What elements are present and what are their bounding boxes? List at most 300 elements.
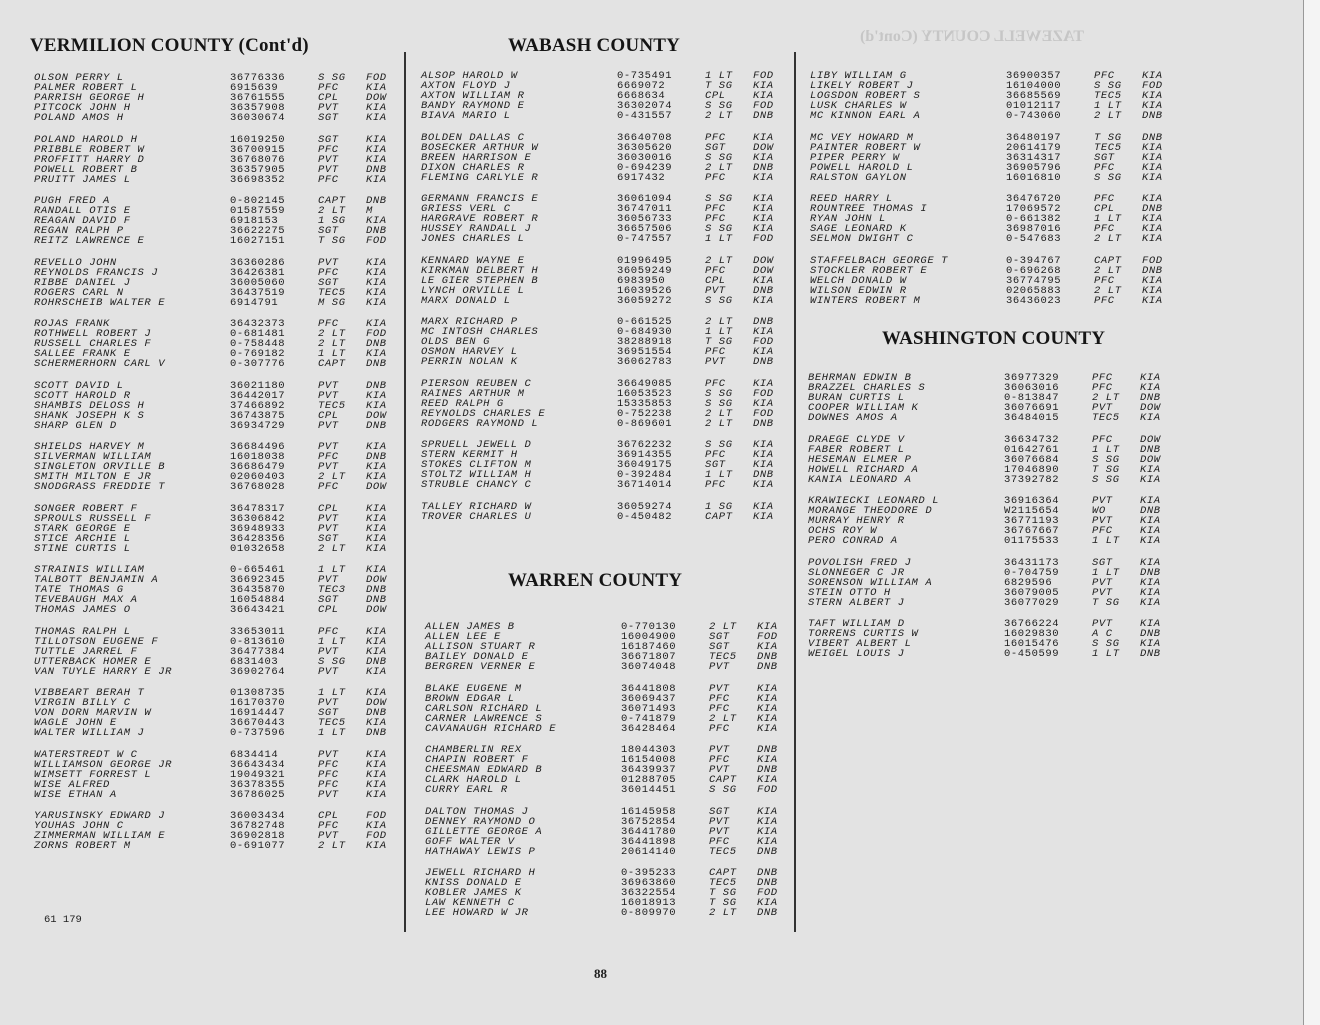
entry-group: [34, 135, 394, 185]
rank: PFC: [709, 835, 730, 848]
serial-number: 36077029: [1004, 596, 1060, 609]
soldier-name: OLSON PERRY L: [34, 72, 124, 84]
soldier-name: WISE ALFRED: [34, 778, 110, 791]
soldier-name: BIAVA MARIO L: [421, 110, 511, 122]
status-code: DNB: [753, 417, 774, 430]
serial-number: 16187460: [621, 641, 677, 653]
rank: TEC5: [1094, 90, 1122, 102]
soldier-name: SHAMBIS DELOSS H: [34, 399, 145, 412]
serial-number: 36977329: [1004, 372, 1060, 384]
roster-row: [34, 411, 394, 421]
serial-number: 36059274: [617, 500, 673, 513]
soldier-name: UTTERBACK HOMER E: [34, 655, 152, 668]
serial-number: 16004900: [621, 631, 677, 643]
rank: S SG: [705, 397, 733, 410]
status-code: KIA: [366, 276, 387, 289]
serial-number: 16018913: [621, 897, 677, 909]
roster-row: [421, 357, 781, 367]
roster-washington: [808, 373, 1168, 671]
rank: 2 LT: [1094, 110, 1122, 122]
roster-row: [34, 728, 394, 738]
status-code: KIA: [757, 805, 778, 818]
status-code: DOW: [1140, 453, 1161, 466]
soldier-name: KENNARD WAYNE E: [421, 254, 525, 267]
roster-row: [425, 908, 785, 918]
serial-number: 16104000: [1006, 80, 1062, 92]
soldier-name: GOFF WALTER V: [425, 835, 515, 848]
serial-number: 16016810: [1006, 171, 1062, 184]
serial-number: 36686479: [230, 461, 286, 473]
serial-number: 0-741879: [621, 712, 677, 725]
soldier-name: HESEMAN ELMER P: [808, 453, 912, 466]
soldier-name: YOUHAS JOHN C: [34, 820, 124, 832]
status-code: KIA: [757, 835, 778, 848]
rank: 1 LT: [705, 70, 733, 82]
status-code: DNB: [1142, 131, 1163, 144]
roster-row: [34, 278, 394, 288]
serial-number: 16039526: [617, 284, 673, 297]
soldier-name: TILLOTSON EUGENE F: [34, 635, 159, 648]
rank: 2 LT: [318, 328, 346, 340]
status-code: DNB: [753, 161, 774, 174]
rank: PFC: [705, 449, 726, 461]
serial-number: 0-665461: [230, 564, 286, 576]
rank: 1 LT: [1092, 648, 1120, 660]
rank: S SG: [318, 72, 346, 84]
soldier-name: PIERSON REUBEN C: [421, 377, 532, 390]
rank: 2 LT: [1094, 284, 1122, 297]
status-code: DNB: [757, 907, 778, 919]
roster-row: [421, 296, 781, 306]
status-code: KIA: [1140, 382, 1161, 394]
status-code: FOD: [366, 830, 387, 842]
status-code: KIA: [753, 274, 774, 287]
soldier-name: WILLIAMSON GEORGE JR: [34, 758, 173, 771]
rank: 2 LT: [705, 161, 733, 174]
serial-number: 36948933: [230, 522, 286, 535]
status-code: KIA: [1142, 151, 1163, 164]
status-code: DOW: [1140, 402, 1161, 414]
status-code: KIA: [757, 712, 778, 725]
soldier-name: SHARP GLEN D: [34, 419, 117, 432]
status-code: KIA: [366, 820, 387, 832]
rank: 1 LT: [705, 469, 733, 481]
soldier-name: WATERSTREDT W C: [34, 748, 138, 761]
rank: T SG: [709, 897, 737, 909]
soldier-name: POLAND HAROLD H: [34, 133, 138, 146]
status-code: DNB: [366, 163, 387, 176]
rank: PFC: [709, 722, 730, 735]
rank: 1 LT: [318, 727, 346, 739]
rank: 2 LT: [1092, 392, 1120, 404]
status-code: KIA: [366, 296, 387, 309]
rank: PVT: [318, 665, 339, 678]
serial-number: 0-547683: [1006, 233, 1062, 245]
status-code: DNB: [366, 338, 387, 350]
serial-number: 36063016: [1004, 382, 1060, 394]
rank: S SG: [705, 100, 733, 112]
rank: PFC: [1094, 294, 1115, 307]
serial-number: 36074048: [621, 661, 677, 673]
entry-group: [808, 435, 1168, 485]
status-code: DNB: [753, 469, 774, 481]
status-code: KIA: [1140, 412, 1161, 424]
serial-number: 36768028: [230, 481, 286, 493]
soldier-name: STRUBLE CHANCY C: [421, 479, 532, 491]
serial-number: 36062783: [617, 356, 673, 368]
serial-number: 36378355: [230, 778, 286, 791]
status-code: KIA: [366, 522, 387, 535]
roster-row: [425, 724, 785, 734]
roster-row: [34, 657, 394, 667]
status-code: KIA: [1140, 473, 1161, 486]
rank: 2 LT: [1094, 233, 1122, 245]
status-code: M: [366, 205, 373, 217]
rank: SGT: [318, 112, 339, 124]
serial-number: 38288918: [617, 336, 673, 348]
serial-number: 36640708: [617, 131, 673, 144]
soldier-name: CHAMBERLIN REX: [425, 744, 522, 756]
roster-row: [810, 143, 1170, 153]
soldier-name: SHIELDS HARVEY M: [34, 441, 145, 453]
rank: CAPT: [709, 867, 737, 879]
serial-number: 16029830: [1004, 628, 1060, 640]
status-code: FOD: [757, 784, 778, 796]
serial-number: 36743875: [230, 409, 286, 422]
soldier-name: ALLEN JAMES B: [425, 621, 515, 633]
roster-row: [808, 455, 1168, 465]
rank: PVT: [709, 682, 730, 695]
soldier-name: GILLETTE GEORGE A: [425, 825, 543, 838]
serial-number: 36643421: [230, 604, 286, 616]
serial-number: 15335853: [617, 397, 673, 410]
rank: SGT: [709, 631, 730, 643]
rank: PFC: [1094, 274, 1115, 287]
soldier-name: MC INTOSH CHARLES: [421, 326, 539, 338]
serial-number: 16154008: [621, 754, 677, 766]
status-code: FOD: [753, 70, 774, 82]
rank: CAPT: [318, 358, 346, 370]
serial-number: 16015476: [1004, 638, 1060, 650]
status-code: DOW: [366, 697, 387, 709]
soldier-name: DENNEY RAYMOND O: [425, 815, 536, 828]
soldier-name: KIRKMAN DELBERT H: [421, 264, 539, 277]
serial-number: 6917432: [617, 171, 666, 184]
status-code: KIA: [1140, 515, 1161, 527]
rank: PFC: [318, 758, 339, 771]
serial-number: 33653011: [230, 625, 286, 638]
soldier-name: THOMAS RALPH L: [34, 625, 131, 638]
serial-number: 36061094: [617, 193, 673, 205]
rank: S SG: [318, 655, 346, 668]
roster-row: [810, 286, 1170, 296]
status-code: DNB: [1140, 628, 1161, 640]
serial-number: 16019250: [230, 133, 286, 146]
status-code: DNB: [366, 195, 387, 207]
serial-number: 36477384: [230, 645, 286, 658]
status-code: KIA: [366, 564, 387, 576]
roster-row: [34, 258, 394, 268]
serial-number: 0-681481: [230, 328, 286, 340]
serial-number: 36768076: [230, 153, 286, 166]
status-code: DNB: [366, 594, 387, 606]
soldier-name: CARNER LAWRENCE S: [425, 712, 543, 725]
status-code: KIA: [757, 702, 778, 715]
rank: 1 LT: [318, 635, 346, 648]
serial-number: 36484015: [1004, 412, 1060, 424]
entry-group: [34, 73, 394, 123]
serial-number: 17046890: [1004, 463, 1060, 476]
soldier-name: STOKES CLIFTON M: [421, 459, 532, 471]
serial-number: 01032658: [230, 542, 286, 555]
serial-number: 36649085: [617, 377, 673, 390]
rank: S SG: [705, 294, 733, 307]
soldier-name: YARUSINSKY EDWARD J: [34, 810, 166, 822]
status-code: KIA: [366, 625, 387, 638]
rank: 2 LT: [709, 907, 737, 919]
roster-row: [34, 482, 394, 492]
serial-number: 6669072: [617, 80, 666, 92]
status-code: KIA: [753, 193, 774, 205]
status-code: DNB: [366, 225, 387, 237]
roster-row: [34, 534, 394, 544]
rank: SGT: [1094, 151, 1115, 164]
status-code: DNB: [1142, 203, 1163, 215]
status-code: KIA: [1142, 213, 1163, 225]
soldier-name: SCOTT DAVID L: [34, 379, 124, 392]
serial-number: 36900357: [1006, 70, 1062, 82]
soldier-name: RAINES ARTHUR M: [421, 387, 525, 400]
entry-group: [421, 379, 781, 429]
rank: SGT: [318, 225, 339, 237]
rank: PVT: [318, 163, 339, 176]
rank: PFC: [705, 479, 726, 491]
serial-number: 36426381: [230, 266, 286, 279]
soldier-name: STOLTZ WILLIAM H: [421, 469, 532, 481]
rank: PVT: [318, 512, 339, 525]
rank: PFC: [1092, 525, 1113, 537]
entry-group: [425, 868, 785, 918]
serial-number: 36634732: [1004, 433, 1060, 446]
rank: PFC: [318, 481, 339, 493]
rank: PFC: [318, 266, 339, 279]
soldier-name: REED HARRY L: [810, 193, 893, 205]
rank: PFC: [318, 451, 339, 463]
status-code: KIA: [753, 397, 774, 410]
status-code: KIA: [366, 758, 387, 771]
soldier-name: RODGERS RAYMOND L: [421, 417, 539, 430]
soldier-name: PERO CONRAD A: [808, 535, 898, 547]
soldier-name: MARX RICHARD P: [421, 316, 518, 328]
soldier-name: GRIESS VERL C: [421, 203, 511, 215]
serial-number: 36480197: [1006, 131, 1062, 144]
soldier-name: SINGLETON ORVILLE B: [34, 461, 166, 473]
status-code: KIA: [753, 439, 774, 451]
soldier-name: PRIBBLE ROBERT W: [34, 143, 145, 156]
status-code: FOD: [757, 631, 778, 643]
rank: S SG: [1092, 473, 1120, 486]
status-code: DNB: [1140, 566, 1161, 579]
entry-group: [34, 258, 394, 308]
serial-number: 0-747557: [617, 233, 673, 245]
roster-row: [34, 175, 394, 185]
serial-number: 36357908: [230, 102, 286, 114]
roster-row: [808, 445, 1168, 455]
soldier-name: SMITH MILTON E JR: [34, 471, 152, 483]
rank: TEC5: [1092, 412, 1120, 424]
roster-row: [425, 827, 785, 837]
serial-number: 36692345: [230, 574, 286, 586]
soldier-name: SORENSON WILLIAM A: [808, 576, 933, 589]
serial-number: 36442017: [230, 389, 286, 402]
rank: PFC: [709, 754, 730, 766]
status-code: FOD: [757, 887, 778, 899]
status-code: FOD: [753, 233, 774, 245]
serial-number: 36441898: [621, 835, 677, 848]
rank: PVT: [705, 284, 726, 297]
rank: 1 SG: [705, 500, 733, 513]
serial-number: 6915639: [230, 82, 279, 94]
rank: SGT: [705, 459, 726, 471]
status-code: KIA: [753, 223, 774, 235]
serial-number: 36934729: [230, 419, 286, 432]
status-code: DNB: [757, 764, 778, 776]
status-code: KIA: [366, 133, 387, 146]
status-code: KIA: [753, 90, 774, 102]
status-code: KIA: [1140, 618, 1161, 630]
rank: PVT: [318, 574, 339, 586]
entry-group: [810, 194, 1170, 244]
soldier-name: ROGERS CARL N: [34, 286, 124, 299]
entry-group: [34, 442, 394, 492]
status-code: KIA: [366, 542, 387, 555]
soldier-name: SCOTT HAROLD R: [34, 389, 131, 402]
serial-number: 01996495: [617, 254, 673, 267]
rank: 1 LT: [1094, 213, 1122, 225]
entry-group: [810, 71, 1170, 121]
rank: PFC: [705, 264, 726, 277]
roster-row: [421, 409, 781, 419]
entry-group: [425, 807, 785, 857]
entry-group: [34, 811, 394, 851]
soldier-name: REGAN RALPH P: [34, 225, 124, 237]
status-code: FOD: [1142, 80, 1163, 92]
rank: PFC: [318, 778, 339, 791]
soldier-name: RYAN JOHN L: [810, 213, 886, 225]
rank: CPL: [318, 92, 339, 104]
rank: S SG: [709, 784, 737, 796]
status-code: KIA: [1140, 556, 1161, 569]
status-code: KIA: [1140, 596, 1161, 609]
roster-row: [34, 298, 394, 308]
serial-number: 0-450482: [617, 510, 673, 523]
status-code: KIA: [753, 500, 774, 513]
soldier-name: SLONNEGER C JR: [808, 566, 905, 579]
roster-row: [808, 578, 1168, 588]
soldier-name: WAGLE JOHN E: [34, 717, 117, 729]
status-code: KIA: [757, 682, 778, 695]
serial-number: 6914791: [230, 296, 279, 309]
soldier-name: DIXON CHARLES R: [421, 161, 525, 174]
soldier-name: STINE CURTIS L: [34, 542, 131, 555]
rank: PVT: [709, 764, 730, 776]
soldier-name: HARGRAVE ROBERT R: [421, 213, 539, 225]
soldier-name: BREEN HARRISON E: [421, 151, 532, 164]
status-code: KIA: [1142, 100, 1163, 112]
roster-row: [425, 694, 785, 704]
rank: 1 LT: [318, 564, 346, 576]
status-code: DNB: [366, 727, 387, 739]
serial-number: 36076684: [1004, 453, 1060, 466]
serial-number: 36322554: [621, 887, 677, 899]
rank: PFC: [1092, 372, 1113, 384]
status-code: KIA: [753, 510, 774, 523]
status-code: KIA: [1142, 141, 1163, 154]
serial-number: 36021180: [230, 379, 286, 392]
rank: PVT: [318, 697, 339, 709]
status-code: DOW: [366, 574, 387, 586]
serial-number: 36439937: [621, 764, 677, 776]
rank: 1 LT: [705, 233, 733, 245]
status-code: KIA: [757, 754, 778, 766]
rank: PVT: [709, 744, 730, 756]
rank: 1 LT: [318, 348, 346, 360]
serial-number: 0-661382: [1006, 213, 1062, 225]
rank: PVT: [318, 788, 339, 801]
serial-number: 02060403: [230, 471, 286, 483]
status-code: KIA: [366, 645, 387, 658]
status-code: DNB: [1142, 110, 1163, 122]
rank: T SG: [1094, 131, 1122, 144]
roster-row: [425, 837, 785, 847]
soldier-name: OSMON HARVEY L: [421, 346, 518, 358]
status-code: KIA: [757, 897, 778, 909]
soldier-name: BANDY RAYMOND E: [421, 100, 525, 112]
serial-number: 0-770130: [621, 621, 677, 633]
soldier-name: WILSON EDWIN R: [810, 284, 907, 297]
rank: TEC5: [318, 286, 346, 299]
serial-number: 01175533: [1004, 535, 1060, 547]
roster-vermilion: [34, 73, 394, 863]
soldier-name: SPRUELL JEWELL D: [421, 439, 532, 451]
soldier-name: BOLDEN DALLAS C: [421, 131, 525, 144]
serial-number: 16145958: [621, 805, 677, 818]
roster-row: [421, 419, 781, 429]
roster-row: [421, 234, 781, 244]
soldier-name: BLAKE EUGENE M: [425, 682, 522, 695]
serial-number: 16914447: [230, 707, 286, 719]
soldier-name: PAINTER ROBERT W: [810, 141, 921, 154]
status-code: KIA: [366, 687, 387, 699]
rank: CPL: [1094, 203, 1115, 215]
rank: PFC: [705, 131, 726, 144]
roster-row: [425, 785, 785, 795]
column-divider-left: [404, 52, 406, 932]
rank: PVT: [709, 661, 730, 673]
soldier-name: LAW KENNETH C: [425, 897, 515, 909]
serial-number: 36436023: [1006, 294, 1062, 307]
entry-group: [421, 194, 781, 244]
status-code: DNB: [366, 419, 387, 432]
soldier-name: TAFT WILLIAM D: [808, 618, 905, 630]
rank: PVT: [709, 815, 730, 828]
status-code: KIA: [1140, 535, 1161, 547]
serial-number: 0-431557: [617, 110, 673, 122]
rank: CAPT: [318, 195, 346, 207]
rank: PFC: [709, 692, 730, 705]
rank: PVT: [1092, 402, 1113, 414]
status-code: DOW: [366, 92, 387, 104]
